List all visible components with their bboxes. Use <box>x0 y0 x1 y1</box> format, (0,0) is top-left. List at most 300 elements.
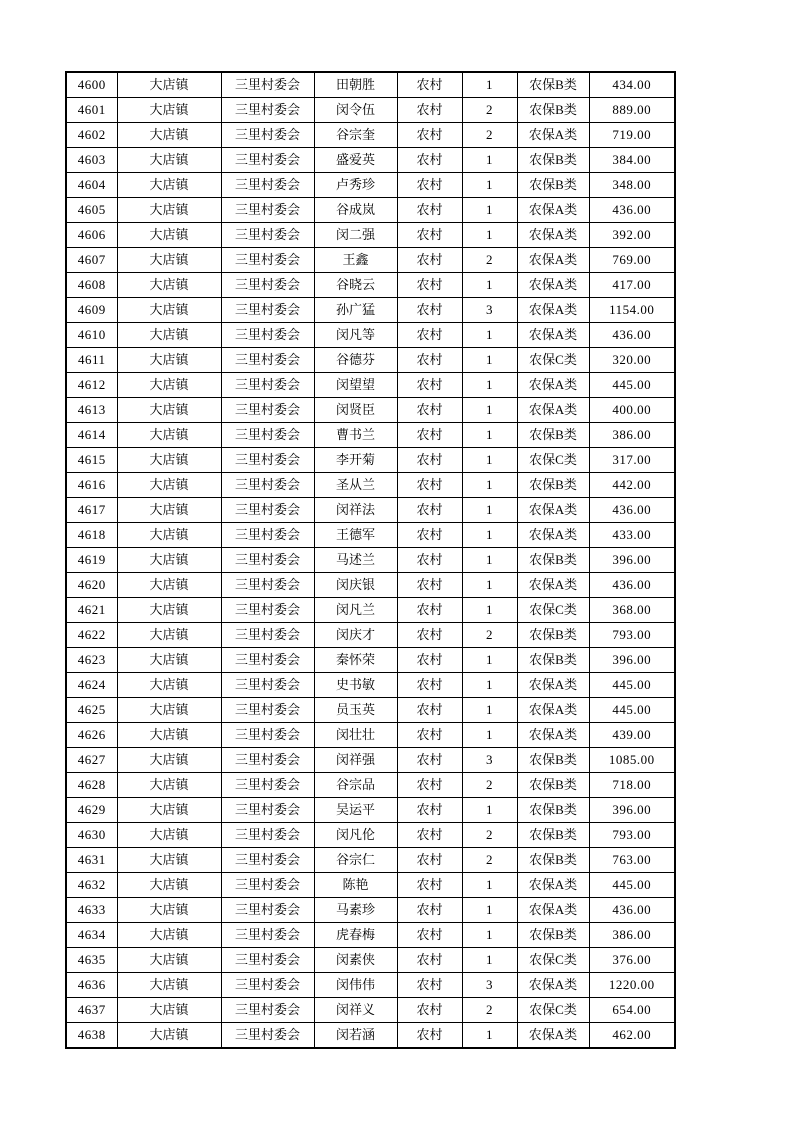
cell-serial-number: 4605 <box>66 198 117 223</box>
cell-household-type: 农村 <box>397 173 462 198</box>
cell-town: 大店镇 <box>117 873 221 898</box>
cell-household-type: 农村 <box>397 248 462 273</box>
table-row <box>66 798 675 823</box>
cell-person-name: 虎春梅 <box>314 923 397 948</box>
cell-village-committee: 三里村委会 <box>221 823 314 848</box>
cell-person-count: 2 <box>462 123 517 148</box>
cell-serial-number: 4613 <box>66 398 117 423</box>
cell-serial-number: 4626 <box>66 723 117 748</box>
cell-village-committee: 三里村委会 <box>221 148 314 173</box>
table-row <box>66 423 675 448</box>
cell-household-type: 农村 <box>397 848 462 873</box>
cell-town: 大店镇 <box>117 648 221 673</box>
cell-town: 大店镇 <box>117 198 221 223</box>
cell-serial-number: 4620 <box>66 573 117 598</box>
cell-serial-number: 4601 <box>66 98 117 123</box>
table-row <box>66 848 675 873</box>
cell-household-type: 农村 <box>397 648 462 673</box>
cell-household-type: 农村 <box>397 773 462 798</box>
cell-insurance-category: 农保B类 <box>517 72 589 98</box>
cell-serial-number: 4614 <box>66 423 117 448</box>
cell-person-count: 2 <box>462 248 517 273</box>
cell-person-count: 1 <box>462 948 517 973</box>
cell-town: 大店镇 <box>117 473 221 498</box>
cell-town: 大店镇 <box>117 923 221 948</box>
cell-serial-number: 4611 <box>66 348 117 373</box>
cell-serial-number: 4615 <box>66 448 117 473</box>
cell-insurance-category: 农保A类 <box>517 123 589 148</box>
cell-village-committee: 三里村委会 <box>221 598 314 623</box>
cell-household-type: 农村 <box>397 448 462 473</box>
cell-amount: 436.00 <box>589 323 675 348</box>
cell-insurance-category: 农保C类 <box>517 348 589 373</box>
cell-person-count: 2 <box>462 623 517 648</box>
cell-village-committee: 三里村委会 <box>221 273 314 298</box>
cell-person-name: 田朝胜 <box>314 72 397 98</box>
cell-town: 大店镇 <box>117 173 221 198</box>
cell-person-name: 闵令伍 <box>314 98 397 123</box>
cell-serial-number: 4607 <box>66 248 117 273</box>
cell-person-name: 闵凡伦 <box>314 823 397 848</box>
cell-person-name: 马素珍 <box>314 898 397 923</box>
cell-person-name: 闵若涵 <box>314 1023 397 1049</box>
cell-town: 大店镇 <box>117 898 221 923</box>
cell-village-committee: 三里村委会 <box>221 248 314 273</box>
cell-town: 大店镇 <box>117 1023 221 1049</box>
cell-household-type: 农村 <box>397 398 462 423</box>
cell-village-committee: 三里村委会 <box>221 123 314 148</box>
cell-person-name: 马述兰 <box>314 548 397 573</box>
cell-village-committee: 三里村委会 <box>221 348 314 373</box>
cell-amount: 396.00 <box>589 798 675 823</box>
cell-amount: 317.00 <box>589 448 675 473</box>
cell-person-count: 1 <box>462 598 517 623</box>
cell-household-type: 农村 <box>397 98 462 123</box>
table-row <box>66 823 675 848</box>
cell-amount: 445.00 <box>589 698 675 723</box>
cell-person-count: 1 <box>462 473 517 498</box>
cell-town: 大店镇 <box>117 348 221 373</box>
cell-amount: 436.00 <box>589 498 675 523</box>
cell-amount: 396.00 <box>589 648 675 673</box>
table-row <box>66 723 675 748</box>
cell-serial-number: 4600 <box>66 72 117 98</box>
cell-insurance-category: 农保A类 <box>517 723 589 748</box>
cell-serial-number: 4608 <box>66 273 117 298</box>
cell-serial-number: 4619 <box>66 548 117 573</box>
cell-insurance-category: 农保A类 <box>517 1023 589 1049</box>
cell-insurance-category: 农保B类 <box>517 923 589 948</box>
cell-insurance-category: 农保B类 <box>517 798 589 823</box>
cell-serial-number: 4616 <box>66 473 117 498</box>
cell-household-type: 农村 <box>397 823 462 848</box>
cell-person-name: 闵祥义 <box>314 998 397 1023</box>
cell-amount: 436.00 <box>589 573 675 598</box>
cell-village-committee: 三里村委会 <box>221 223 314 248</box>
cell-insurance-category: 农保B类 <box>517 773 589 798</box>
cell-village-committee: 三里村委会 <box>221 1023 314 1049</box>
cell-person-count: 1 <box>462 898 517 923</box>
cell-amount: 386.00 <box>589 423 675 448</box>
cell-insurance-category: 农保B类 <box>517 473 589 498</box>
cell-insurance-category: 农保C类 <box>517 448 589 473</box>
cell-amount: 368.00 <box>589 598 675 623</box>
cell-amount: 763.00 <box>589 848 675 873</box>
table-row <box>66 198 675 223</box>
cell-person-name: 卢秀珍 <box>314 173 397 198</box>
cell-amount: 462.00 <box>589 1023 675 1049</box>
cell-person-count: 1 <box>462 323 517 348</box>
cell-village-committee: 三里村委会 <box>221 198 314 223</box>
cell-serial-number: 4622 <box>66 623 117 648</box>
cell-town: 大店镇 <box>117 98 221 123</box>
cell-serial-number: 4636 <box>66 973 117 998</box>
cell-town: 大店镇 <box>117 823 221 848</box>
cell-village-committee: 三里村委会 <box>221 848 314 873</box>
cell-person-count: 3 <box>462 748 517 773</box>
cell-serial-number: 4625 <box>66 698 117 723</box>
cell-household-type: 农村 <box>397 973 462 998</box>
records-table <box>65 71 676 1049</box>
cell-serial-number: 4624 <box>66 673 117 698</box>
cell-village-committee: 三里村委会 <box>221 923 314 948</box>
cell-household-type: 农村 <box>397 673 462 698</box>
cell-serial-number: 4603 <box>66 148 117 173</box>
table-row <box>66 498 675 523</box>
cell-serial-number: 4635 <box>66 948 117 973</box>
cell-insurance-category: 农保A类 <box>517 398 589 423</box>
table-row <box>66 248 675 273</box>
cell-amount: 769.00 <box>589 248 675 273</box>
cell-amount: 445.00 <box>589 873 675 898</box>
table-row <box>66 698 675 723</box>
cell-person-count: 1 <box>462 148 517 173</box>
cell-village-committee: 三里村委会 <box>221 998 314 1023</box>
cell-person-count: 1 <box>462 448 517 473</box>
cell-person-name: 谷德芬 <box>314 348 397 373</box>
cell-person-count: 1 <box>462 72 517 98</box>
cell-household-type: 农村 <box>397 273 462 298</box>
table-row <box>66 623 675 648</box>
cell-amount: 1220.00 <box>589 973 675 998</box>
cell-village-committee: 三里村委会 <box>221 798 314 823</box>
cell-person-name: 李开菊 <box>314 448 397 473</box>
cell-insurance-category: 农保B类 <box>517 648 589 673</box>
cell-person-count: 1 <box>462 373 517 398</box>
cell-village-committee: 三里村委会 <box>221 948 314 973</box>
table-row <box>66 573 675 598</box>
cell-person-count: 1 <box>462 498 517 523</box>
table-row <box>66 673 675 698</box>
cell-person-name: 闵庆银 <box>314 573 397 598</box>
cell-household-type: 农村 <box>397 323 462 348</box>
cell-amount: 417.00 <box>589 273 675 298</box>
cell-village-committee: 三里村委会 <box>221 623 314 648</box>
cell-person-name: 陈艳 <box>314 873 397 898</box>
cell-town: 大店镇 <box>117 248 221 273</box>
cell-person-name: 闵贤臣 <box>314 398 397 423</box>
cell-insurance-category: 农保B类 <box>517 848 589 873</box>
cell-town: 大店镇 <box>117 423 221 448</box>
cell-village-committee: 三里村委会 <box>221 773 314 798</box>
cell-amount: 1154.00 <box>589 298 675 323</box>
cell-serial-number: 4623 <box>66 648 117 673</box>
cell-amount: 434.00 <box>589 72 675 98</box>
cell-person-name: 员玉英 <box>314 698 397 723</box>
cell-village-committee: 三里村委会 <box>221 423 314 448</box>
cell-person-count: 2 <box>462 848 517 873</box>
cell-insurance-category: 农保A类 <box>517 198 589 223</box>
cell-town: 大店镇 <box>117 323 221 348</box>
cell-village-committee: 三里村委会 <box>221 898 314 923</box>
cell-town: 大店镇 <box>117 273 221 298</box>
cell-town: 大店镇 <box>117 548 221 573</box>
cell-serial-number: 4632 <box>66 873 117 898</box>
cell-village-committee: 三里村委会 <box>221 323 314 348</box>
cell-insurance-category: 农保A类 <box>517 373 589 398</box>
cell-person-name: 谷晓云 <box>314 273 397 298</box>
cell-person-count: 1 <box>462 273 517 298</box>
cell-amount: 793.00 <box>589 823 675 848</box>
cell-insurance-category: 农保A类 <box>517 223 589 248</box>
cell-village-committee: 三里村委会 <box>221 973 314 998</box>
cell-serial-number: 4618 <box>66 523 117 548</box>
cell-serial-number: 4604 <box>66 173 117 198</box>
cell-insurance-category: 农保C类 <box>517 998 589 1023</box>
cell-town: 大店镇 <box>117 623 221 648</box>
table-row <box>66 598 675 623</box>
cell-amount: 392.00 <box>589 223 675 248</box>
cell-person-name: 谷宗奎 <box>314 123 397 148</box>
cell-amount: 386.00 <box>589 923 675 948</box>
cell-village-committee: 三里村委会 <box>221 398 314 423</box>
cell-household-type: 农村 <box>397 198 462 223</box>
cell-household-type: 农村 <box>397 598 462 623</box>
cell-town: 大店镇 <box>117 723 221 748</box>
cell-amount: 654.00 <box>589 998 675 1023</box>
cell-person-name: 闵凡兰 <box>314 598 397 623</box>
cell-person-name: 谷成岚 <box>314 198 397 223</box>
table-row <box>66 1023 675 1049</box>
cell-town: 大店镇 <box>117 673 221 698</box>
cell-insurance-category: 农保A类 <box>517 673 589 698</box>
cell-household-type: 农村 <box>397 748 462 773</box>
cell-town: 大店镇 <box>117 748 221 773</box>
cell-town: 大店镇 <box>117 798 221 823</box>
cell-amount: 445.00 <box>589 373 675 398</box>
cell-insurance-category: 农保B类 <box>517 748 589 773</box>
cell-town: 大店镇 <box>117 573 221 598</box>
table-row <box>66 898 675 923</box>
cell-household-type: 农村 <box>397 473 462 498</box>
cell-town: 大店镇 <box>117 948 221 973</box>
cell-village-committee: 三里村委会 <box>221 573 314 598</box>
cell-serial-number: 4633 <box>66 898 117 923</box>
cell-village-committee: 三里村委会 <box>221 448 314 473</box>
cell-household-type: 农村 <box>397 148 462 173</box>
cell-person-count: 2 <box>462 773 517 798</box>
cell-household-type: 农村 <box>397 548 462 573</box>
cell-insurance-category: 农保A类 <box>517 523 589 548</box>
cell-person-count: 1 <box>462 573 517 598</box>
cell-serial-number: 4634 <box>66 923 117 948</box>
cell-town: 大店镇 <box>117 123 221 148</box>
table-row <box>66 273 675 298</box>
cell-household-type: 农村 <box>397 998 462 1023</box>
cell-village-committee: 三里村委会 <box>221 548 314 573</box>
cell-insurance-category: 农保B类 <box>517 173 589 198</box>
cell-person-name: 闵祥强 <box>314 748 397 773</box>
cell-person-count: 3 <box>462 973 517 998</box>
cell-insurance-category: 农保A类 <box>517 273 589 298</box>
cell-amount: 396.00 <box>589 548 675 573</box>
cell-village-committee: 三里村委会 <box>221 72 314 98</box>
cell-serial-number: 4609 <box>66 298 117 323</box>
cell-household-type: 农村 <box>397 498 462 523</box>
cell-person-name: 闵祥法 <box>314 498 397 523</box>
cell-town: 大店镇 <box>117 72 221 98</box>
table-row <box>66 373 675 398</box>
cell-household-type: 农村 <box>397 923 462 948</box>
cell-town: 大店镇 <box>117 398 221 423</box>
cell-person-name: 盛爱英 <box>314 148 397 173</box>
cell-town: 大店镇 <box>117 698 221 723</box>
cell-person-name: 闵庆才 <box>314 623 397 648</box>
table-row <box>66 448 675 473</box>
cell-person-count: 1 <box>462 423 517 448</box>
cell-person-name: 闵凡等 <box>314 323 397 348</box>
cell-household-type: 农村 <box>397 873 462 898</box>
cell-person-count: 2 <box>462 823 517 848</box>
cell-insurance-category: 农保A类 <box>517 498 589 523</box>
table-row <box>66 523 675 548</box>
cell-serial-number: 4631 <box>66 848 117 873</box>
cell-town: 大店镇 <box>117 773 221 798</box>
cell-household-type: 农村 <box>397 573 462 598</box>
cell-amount: 320.00 <box>589 348 675 373</box>
cell-serial-number: 4638 <box>66 1023 117 1049</box>
cell-amount: 436.00 <box>589 198 675 223</box>
cell-person-name: 闵素侠 <box>314 948 397 973</box>
cell-person-name: 圣从兰 <box>314 473 397 498</box>
cell-household-type: 农村 <box>397 698 462 723</box>
table-row <box>66 548 675 573</box>
cell-town: 大店镇 <box>117 998 221 1023</box>
table-row <box>66 473 675 498</box>
cell-person-count: 1 <box>462 873 517 898</box>
cell-insurance-category: 农保A类 <box>517 248 589 273</box>
cell-village-committee: 三里村委会 <box>221 748 314 773</box>
cell-insurance-category: 农保A类 <box>517 973 589 998</box>
cell-town: 大店镇 <box>117 498 221 523</box>
cell-person-name: 曹书兰 <box>314 423 397 448</box>
cell-insurance-category: 农保A类 <box>517 698 589 723</box>
cell-town: 大店镇 <box>117 373 221 398</box>
cell-insurance-category: 农保A类 <box>517 873 589 898</box>
table-row <box>66 648 675 673</box>
cell-person-name: 谷宗品 <box>314 773 397 798</box>
table-row <box>66 948 675 973</box>
cell-amount: 376.00 <box>589 948 675 973</box>
cell-household-type: 农村 <box>397 898 462 923</box>
cell-town: 大店镇 <box>117 448 221 473</box>
cell-serial-number: 4630 <box>66 823 117 848</box>
cell-person-count: 1 <box>462 223 517 248</box>
cell-person-count: 2 <box>462 998 517 1023</box>
cell-town: 大店镇 <box>117 223 221 248</box>
cell-person-count: 1 <box>462 673 517 698</box>
cell-household-type: 农村 <box>397 948 462 973</box>
cell-household-type: 农村 <box>397 798 462 823</box>
cell-amount: 384.00 <box>589 148 675 173</box>
cell-person-count: 1 <box>462 348 517 373</box>
cell-insurance-category: 农保A类 <box>517 573 589 598</box>
cell-insurance-category: 农保A类 <box>517 323 589 348</box>
cell-household-type: 农村 <box>397 348 462 373</box>
cell-village-committee: 三里村委会 <box>221 498 314 523</box>
cell-person-count: 1 <box>462 798 517 823</box>
cell-insurance-category: 农保B类 <box>517 623 589 648</box>
cell-amount: 719.00 <box>589 123 675 148</box>
cell-person-name: 史书敏 <box>314 673 397 698</box>
cell-serial-number: 4637 <box>66 998 117 1023</box>
cell-amount: 889.00 <box>589 98 675 123</box>
cell-person-name: 秦怀荣 <box>314 648 397 673</box>
cell-amount: 1085.00 <box>589 748 675 773</box>
cell-person-count: 1 <box>462 198 517 223</box>
cell-person-name: 孙广猛 <box>314 298 397 323</box>
cell-village-committee: 三里村委会 <box>221 298 314 323</box>
table-row <box>66 773 675 798</box>
cell-amount: 445.00 <box>589 673 675 698</box>
cell-insurance-category: 农保C类 <box>517 948 589 973</box>
cell-insurance-category: 农保B类 <box>517 98 589 123</box>
cell-household-type: 农村 <box>397 523 462 548</box>
cell-insurance-category: 农保B类 <box>517 148 589 173</box>
cell-village-committee: 三里村委会 <box>221 473 314 498</box>
cell-serial-number: 4621 <box>66 598 117 623</box>
cell-village-committee: 三里村委会 <box>221 98 314 123</box>
cell-village-committee: 三里村委会 <box>221 373 314 398</box>
cell-town: 大店镇 <box>117 148 221 173</box>
table-row <box>66 923 675 948</box>
cell-person-count: 1 <box>462 648 517 673</box>
cell-person-name: 谷宗仁 <box>314 848 397 873</box>
cell-town: 大店镇 <box>117 848 221 873</box>
cell-village-committee: 三里村委会 <box>221 523 314 548</box>
table-row <box>66 973 675 998</box>
cell-village-committee: 三里村委会 <box>221 723 314 748</box>
cell-village-committee: 三里村委会 <box>221 173 314 198</box>
cell-household-type: 农村 <box>397 373 462 398</box>
table-row <box>66 72 675 98</box>
table-row <box>66 148 675 173</box>
cell-town: 大店镇 <box>117 598 221 623</box>
cell-household-type: 农村 <box>397 223 462 248</box>
table-row <box>66 748 675 773</box>
table-row <box>66 123 675 148</box>
table-row <box>66 348 675 373</box>
cell-village-committee: 三里村委会 <box>221 673 314 698</box>
cell-insurance-category: 农保B类 <box>517 423 589 448</box>
cell-person-count: 2 <box>462 98 517 123</box>
cell-amount: 793.00 <box>589 623 675 648</box>
cell-person-name: 王德军 <box>314 523 397 548</box>
cell-household-type: 农村 <box>397 298 462 323</box>
cell-person-name: 闵伟伟 <box>314 973 397 998</box>
cell-person-name: 闵望望 <box>314 373 397 398</box>
cell-person-name: 闵壮壮 <box>314 723 397 748</box>
